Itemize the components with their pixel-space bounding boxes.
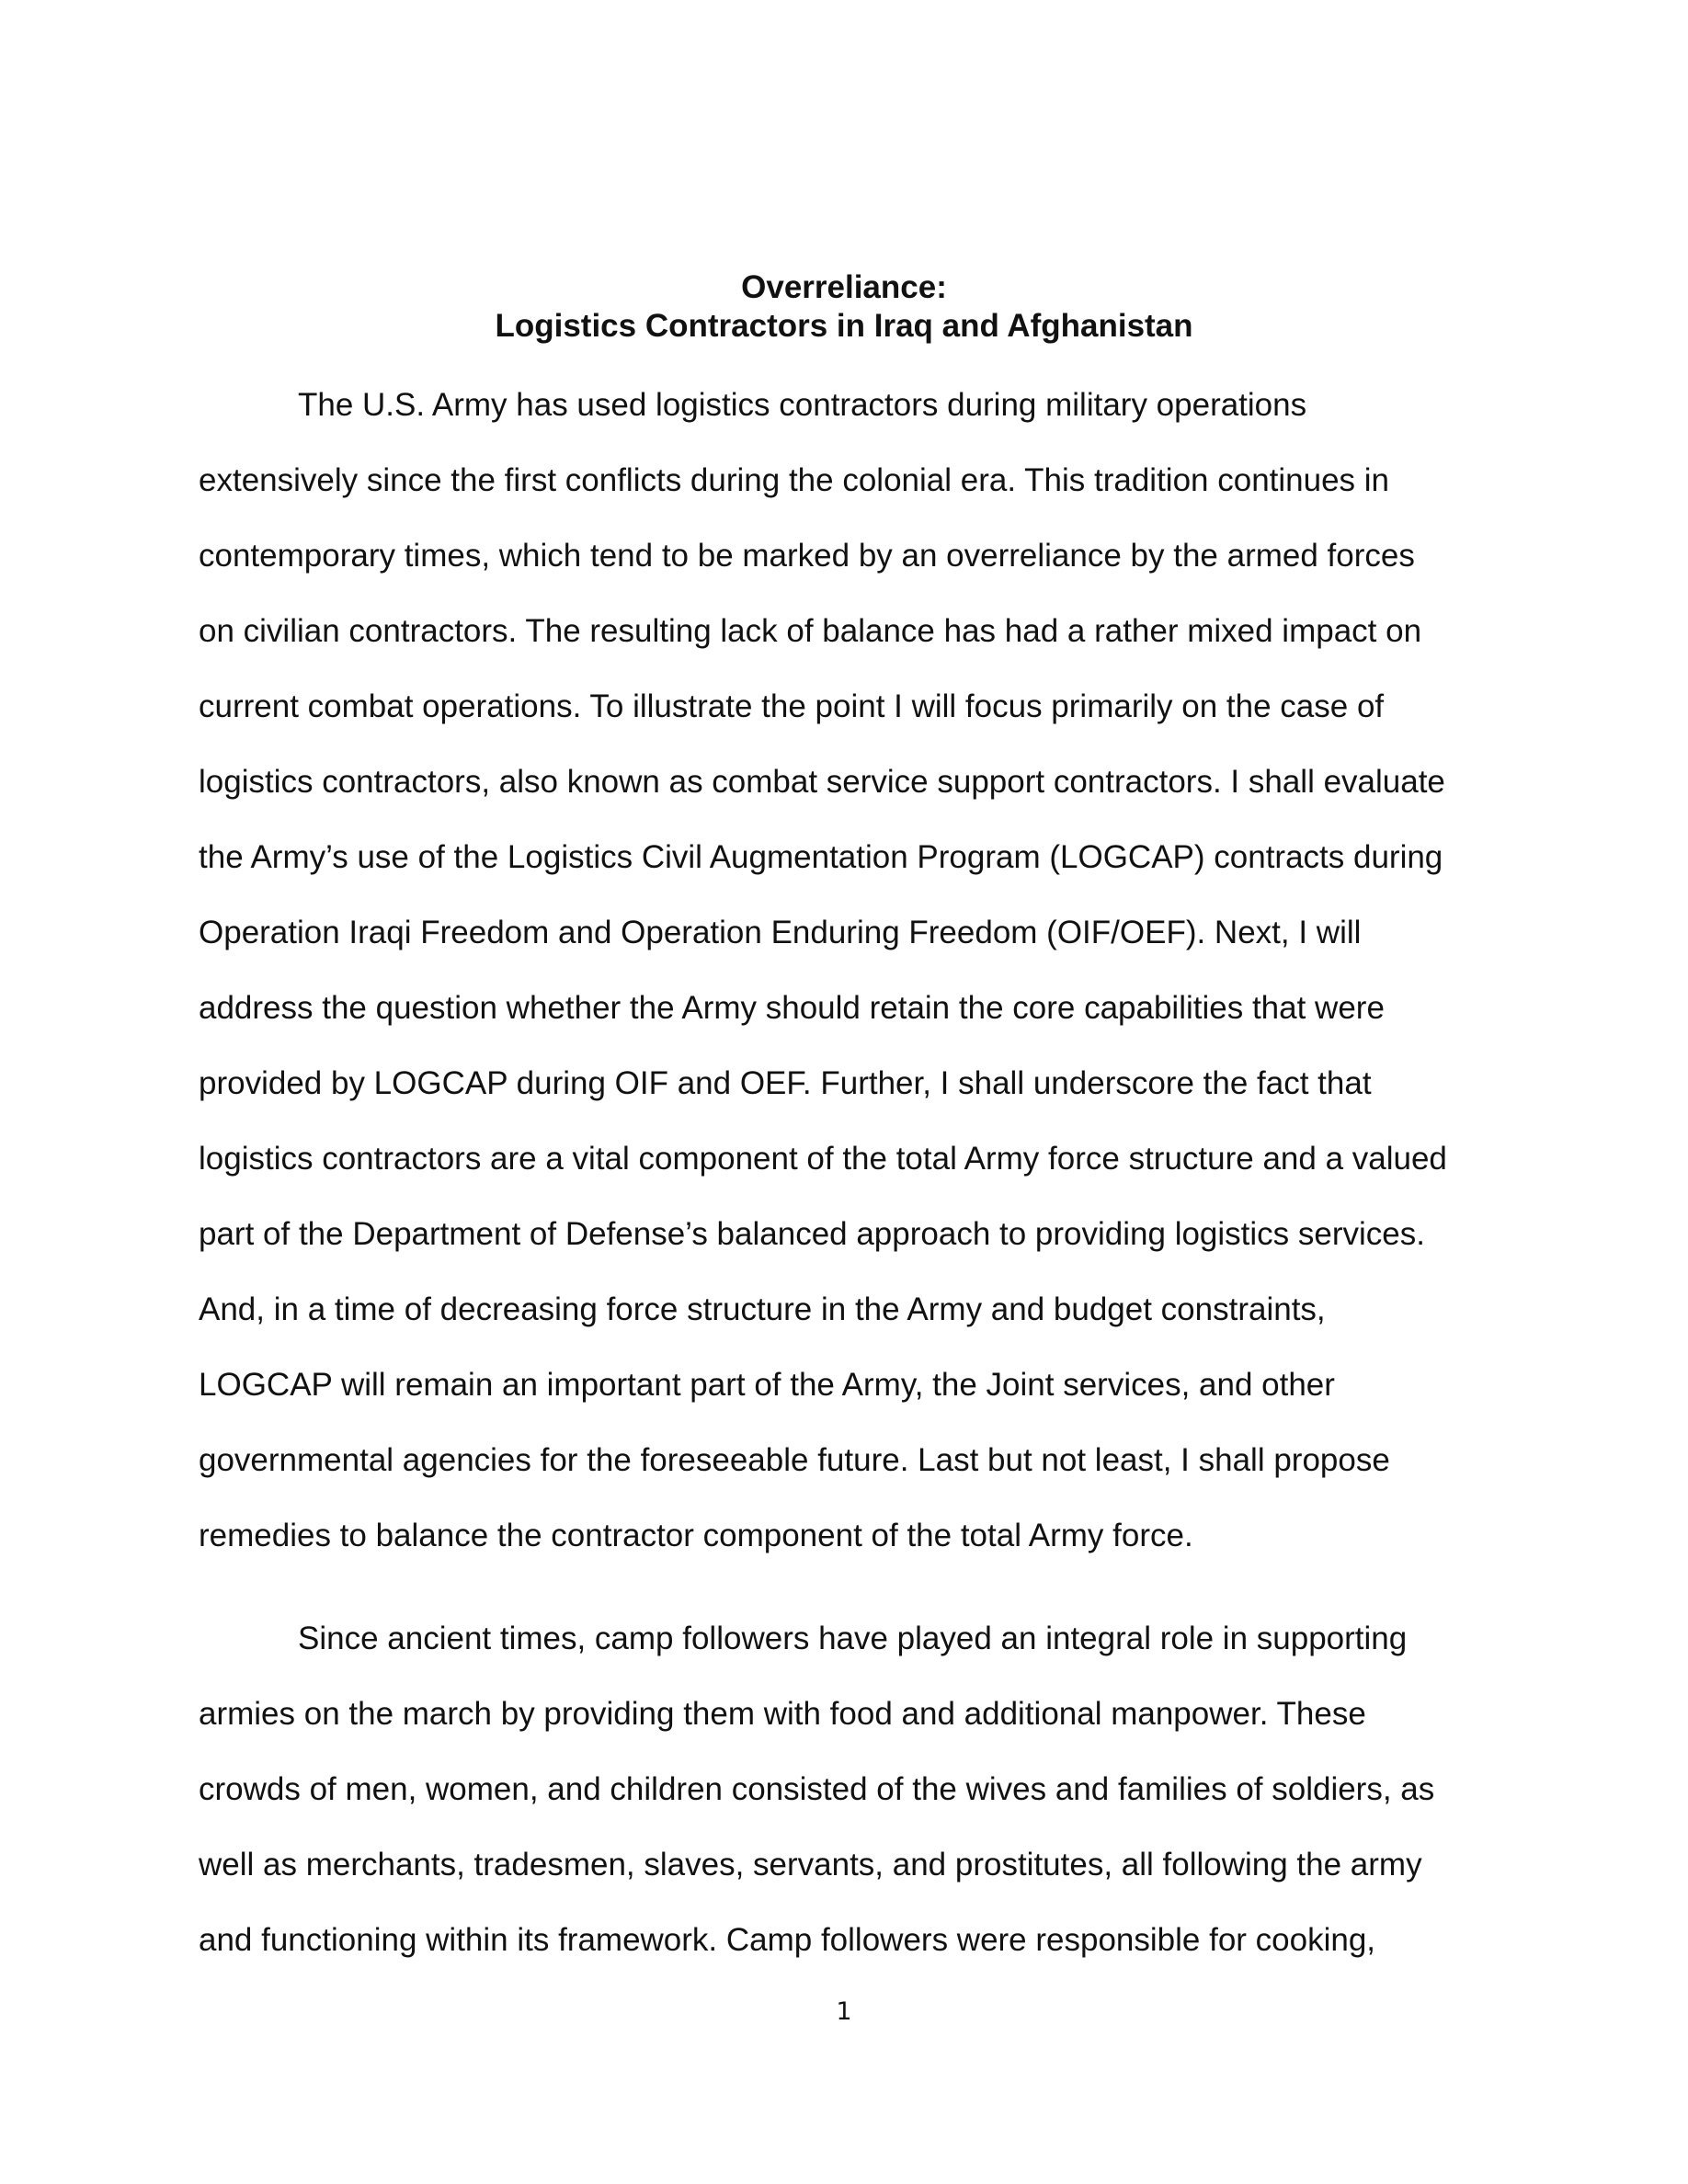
document-title bbox=[0, 268, 1688, 346]
paragraph-1-line: the Army’s use of the Logistics Civil Augmentation Program (LOGCAP) contracts during bbox=[199, 839, 1443, 875]
paragraph-1-line: remedies to balance the contractor component of the total Army force. bbox=[199, 1518, 1193, 1553]
paragraph-1-line: extensively since the first conflicts during the colonial era. This tradition continues in bbox=[199, 462, 1390, 498]
paragraph-1-line: And, in a time of decreasing force structure in the Army and budget constraints, bbox=[199, 1291, 1326, 1327]
paragraph-2-line: and functioning within its framework. Camp followers were responsible for cooking, bbox=[199, 1922, 1376, 1958]
paragraph-1-line: on civilian contractors. The resulting lack of balance has had a rather mixed impact on bbox=[199, 613, 1422, 649]
paragraph-2-line: well as merchants, tradesmen, slaves, servants, and prostitutes, all following the army bbox=[199, 1847, 1422, 1883]
paragraph-1-line: part of the Department of Defense’s balanced approach to providing logistics services. bbox=[199, 1216, 1425, 1252]
title-line-1: Overreliance: bbox=[741, 269, 947, 305]
paragraph-1-line: current combat operations. To illustrate the point I will focus primarily on the case of bbox=[199, 688, 1385, 724]
paragraph-2-line: crowds of men, women, and children consisted of the wives and families of soldiers, as bbox=[199, 1771, 1435, 1807]
paragraph-1-line: provided by LOGCAP during OIF and OEF. Further, I shall underscore the fact that bbox=[199, 1065, 1372, 1101]
paragraph-1-line: address the question whether the Army should retain the core capabilities that were bbox=[199, 990, 1385, 1026]
paragraph-2-line: Since ancient times, camp followers have played an integral role in supporting bbox=[298, 1621, 1408, 1656]
paragraph-1-line: The U.S. Army has used logistics contractors during military operations bbox=[298, 387, 1307, 423]
paragraph-1-line: governmental agencies for the foreseeable future. Last but not least, I shall propose bbox=[199, 1442, 1390, 1478]
page-number: 1 bbox=[836, 1997, 852, 2026]
title-line-2: Logistics Contractors in Iraq and Afghanistan bbox=[495, 308, 1193, 344]
paragraph-1-line: Operation Iraqi Freedom and Operation Enduring Freedom (OIF/OEF). Next, I will bbox=[199, 915, 1362, 950]
paragraph-1-line: logistics contractors are a vital component of the total Army force structure and a valued bbox=[199, 1141, 1447, 1177]
paragraph-2-line: armies on the march by providing them with food and additional manpower. These bbox=[199, 1696, 1366, 1732]
paragraph-1-line: contemporary times, which tend to be marked by an overreliance by the armed forces bbox=[199, 538, 1415, 574]
paragraph-1-line: logistics contractors, also known as combat service support contractors. I shall evaluate bbox=[199, 764, 1445, 800]
paragraph-1-line: LOGCAP will remain an important part of the Army, the Joint services, and other bbox=[199, 1367, 1335, 1403]
